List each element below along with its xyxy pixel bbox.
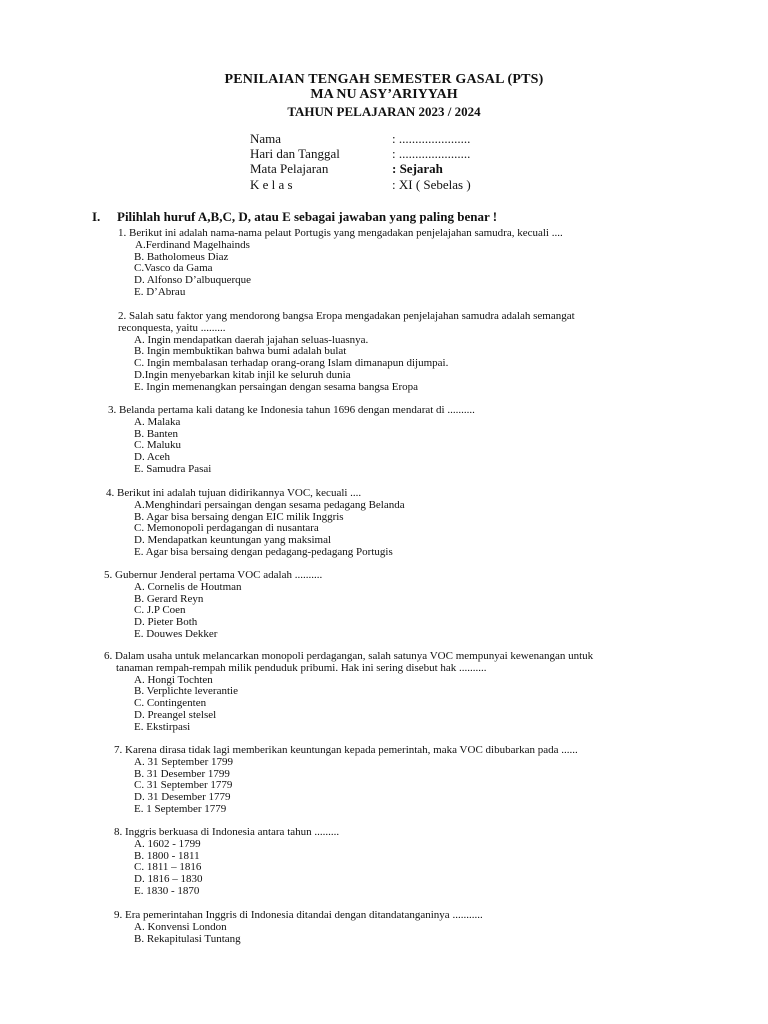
option-b: B. 31 Desember 1799 xyxy=(134,767,230,780)
option-list xyxy=(104,582,322,641)
question-6 xyxy=(104,651,593,734)
question-3 xyxy=(108,405,475,476)
option-d: D.Ingin menyebarkan kitab injil ke seluruh dunia xyxy=(134,368,351,381)
option-a: A. Hongi Tochten xyxy=(134,673,213,686)
identity-label: Hari dan Tanggal xyxy=(250,146,340,161)
option-d: D. Aceh xyxy=(134,451,171,464)
question-stem-continued: reconquesta, yaitu ......... xyxy=(118,321,226,334)
identity-value: : XI ( Sebelas ) xyxy=(392,177,471,192)
option-a: A.Menghindari persaingan dengan sesama pedagang Belanda xyxy=(134,498,405,511)
option-b: B. Banten xyxy=(134,427,178,440)
identity-value: : ...................... xyxy=(392,146,471,161)
option-a: A. 1602 - 1799 xyxy=(134,837,201,850)
academic-year: TAHUN PELAJARAN 2023 / 2024 xyxy=(287,104,481,119)
option-d: D. 31 Desember 1779 xyxy=(134,791,231,804)
section-instruction-text: Pilihlah huruf A,B,C, D, atau E sebagai jawaban yang paling benar ! xyxy=(117,209,498,224)
question-2 xyxy=(118,311,575,394)
option-e: E. Douwes Dekker xyxy=(134,627,218,640)
school-name: MA NU ASY’ARIYYAH xyxy=(310,87,458,102)
question-7 xyxy=(114,745,578,816)
option-a: A. 31 September 1799 xyxy=(134,755,233,768)
option-a: A.Ferdinand Magelhainds xyxy=(135,238,250,251)
question-stem: 6. Dalam usaha untuk melancarkan monopoli perdagangan, salah satunya VOC mempunyai kewenangan untuk xyxy=(104,650,594,662)
option-list xyxy=(114,757,578,816)
option-d: D. Mendapatkan keuntungan yang maksimal xyxy=(134,534,332,547)
option-list xyxy=(114,922,483,946)
option-c: C. Maluku xyxy=(134,439,182,452)
option-list xyxy=(114,839,339,898)
option-list xyxy=(106,500,405,559)
question-stem-continued: tanaman rempah-rempah milik penduduk pribumi. Hak ini sering disebut hak .......... xyxy=(116,661,487,674)
option-d: D. 1816 – 1830 xyxy=(134,873,203,886)
identity-label: Mata Pelajaran xyxy=(250,161,329,176)
identity-label: K e l a s xyxy=(250,177,293,192)
exam-title: PENILAIAN TENGAH SEMESTER GASAL (PTS) xyxy=(224,72,544,87)
option-c: C. J.P Coen xyxy=(134,604,186,617)
option-e: E. 1830 - 1870 xyxy=(134,884,200,897)
option-b: B. Batholomeus Diaz xyxy=(134,250,229,263)
option-b: B. Gerard Reyn xyxy=(134,592,204,605)
option-a: A. Konvensi London xyxy=(134,920,227,933)
question-stem: 5. Gubernur Jenderal pertama VOC adalah .......... xyxy=(104,569,323,581)
identity-value: : ...................... xyxy=(392,131,471,146)
option-c: C.Vasco da Gama xyxy=(134,262,213,275)
option-e: E. D’Abrau xyxy=(134,285,186,298)
option-d: D. Alfonso D’albuquerque xyxy=(134,274,252,287)
question-stem: 9. Era pemerintahan Inggris di Indonesia ditandai dengan ditandatanganinya ........... xyxy=(114,909,483,921)
question-stem: 3. Belanda pertama kali datang ke Indonesia tahun 1696 dengan mendarat di .......... xyxy=(108,404,475,416)
option-c: C. Memonopoli perdagangan di nusantara xyxy=(134,522,319,535)
option-b: B. Ingin membuktikan bahwa bumi adalah bulat xyxy=(134,345,347,358)
option-b: B. Rekapitulasi Tuntang xyxy=(134,932,241,945)
option-list xyxy=(108,417,475,476)
option-c: C. Contingenten xyxy=(134,697,207,710)
option-list xyxy=(118,335,575,394)
option-c: C. 1811 – 1816 xyxy=(134,861,202,874)
option-a: A. Ingin mendapatkan daerah jajahan seluas-luasnya. xyxy=(134,333,369,346)
question-4 xyxy=(106,488,405,559)
identity-label: Nama xyxy=(250,131,282,146)
option-e: E. 1 September 1779 xyxy=(134,802,227,815)
option-e: E. Agar bisa bersaing dengan pedagang-pedagang Portugis xyxy=(134,545,393,558)
option-c: C. Ingin membalasan terhadap orang-orang Islam dimanapun dijumpai. xyxy=(134,357,449,370)
question-stem: 7. Karena dirasa tidak lagi memberikan keuntungan kepada pemerintah, maka VOC dibubarkan pada ...... xyxy=(114,744,578,756)
option-e: E. Ingin memenangkan persaingan dengan sesama bangsa Eropa xyxy=(134,380,419,393)
question-5 xyxy=(104,570,322,641)
option-e: E. Ekstirpasi xyxy=(134,720,191,733)
question-stem: 4. Berikut ini adalah tujuan didirikannya VOC, kecuali .... xyxy=(106,487,362,499)
option-a: A. Cornelis de Houtman xyxy=(134,580,242,593)
identity-value: : Sejarah xyxy=(392,161,443,176)
option-d: D. Preangel stelsel xyxy=(134,708,217,721)
question-stem: 8. Inggris berkuasa di Indonesia antara tahun ......... xyxy=(114,826,340,838)
option-list xyxy=(118,240,563,299)
section-number: I. xyxy=(92,209,101,224)
option-b: B. 1800 - 1811 xyxy=(134,849,200,862)
question-stem: 2. Salah satu faktor yang mendorong bangsa Eropa mengadakan penjelajahan samudra adalah semangat xyxy=(118,310,575,322)
option-a: A. Malaka xyxy=(134,415,181,428)
option-c: C. 31 September 1779 xyxy=(134,779,233,792)
option-list xyxy=(104,675,593,734)
question-stem: 1. Berikut ini adalah nama-nama pelaut Portugis yang mengadakan penjelajahan samudra, kecuali .... xyxy=(118,227,563,239)
question-8 xyxy=(114,827,339,898)
option-e: E. Samudra Pasai xyxy=(134,462,212,475)
option-b: B. Verplichte leverantie xyxy=(134,685,238,698)
option-d: D. Pieter Both xyxy=(134,616,198,629)
question-9 xyxy=(114,910,483,945)
question-1 xyxy=(118,228,563,299)
option-b: B. Agar bisa bersaing dengan EIC milik Inggris xyxy=(134,510,344,523)
